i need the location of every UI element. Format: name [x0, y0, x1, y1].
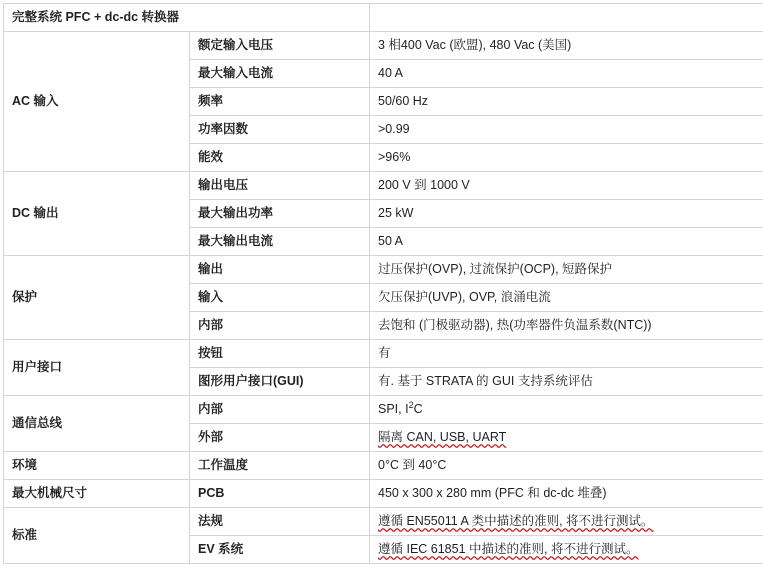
- table-row: [4, 256, 763, 284]
- sub-efficiency: 能效: [190, 144, 370, 172]
- sub-ev-system: EV 系统: [190, 536, 370, 564]
- category-user-interface: 用户接口: [4, 340, 190, 396]
- value-max-output-current: 50 A: [370, 228, 763, 256]
- value-power-factor: >0.99: [370, 116, 763, 144]
- sub-protection-output: 输出: [190, 256, 370, 284]
- value-bus-external: 隔离 CAN, USB, UART: [370, 424, 763, 452]
- value-bus-internal-superscript: 2: [409, 400, 414, 410]
- sub-protection-internal: 内部: [190, 312, 370, 340]
- value-max-input-current: 40 A: [370, 60, 763, 88]
- sub-output-voltage: 输出电压: [190, 172, 370, 200]
- table-row: [4, 452, 763, 480]
- sub-operating-temperature: 工作温度: [190, 452, 370, 480]
- category-standards: 标准: [4, 508, 190, 564]
- value-efficiency: >96%: [370, 144, 763, 172]
- sub-bus-external: 外部: [190, 424, 370, 452]
- category-protection: 保护: [4, 256, 190, 340]
- table-body: [4, 4, 763, 564]
- table-title-row: [4, 4, 763, 32]
- value-regulation: 遵循 EN55011 A 类中描述的准则, 将不进行测试。: [370, 508, 763, 536]
- category-communication-bus: 通信总线: [4, 396, 190, 452]
- table-row: [4, 172, 763, 200]
- category-ac-input: AC 输入: [4, 32, 190, 172]
- value-pcb: 450 x 300 x 280 mm (PFC 和 dc-dc 堆叠): [370, 480, 763, 508]
- value-gui: 有. 基于 STRATA 的 GUI 支持系统评估: [370, 368, 763, 396]
- value-frequency: 50/60 Hz: [370, 88, 763, 116]
- sub-gui: 图形用户接口(GUI): [190, 368, 370, 396]
- value-output-voltage: 200 V 到 1000 V: [370, 172, 763, 200]
- sub-power-factor: 功率因数: [190, 116, 370, 144]
- table-title-empty-cell: [370, 4, 763, 32]
- value-operating-temperature: 0°C 到 40°C: [370, 452, 763, 480]
- value-max-output-power: 25 kW: [370, 200, 763, 228]
- sub-max-output-current: 最大输出电流: [190, 228, 370, 256]
- table-title: 完整系统 PFC + dc-dc 转换器: [4, 4, 370, 32]
- table-row: [4, 340, 763, 368]
- sub-regulation: 法规: [190, 508, 370, 536]
- sub-rated-input-voltage: 额定输入电压: [190, 32, 370, 60]
- category-max-mechanical-size: 最大机械尺寸: [4, 480, 190, 508]
- specification-table: [3, 3, 763, 564]
- value-bus-internal-post: C: [414, 402, 423, 416]
- sub-max-input-current: 最大输入电流: [190, 60, 370, 88]
- category-dc-output: DC 输出: [4, 172, 190, 256]
- table-row: [4, 508, 763, 536]
- sub-frequency: 频率: [190, 88, 370, 116]
- sub-bus-internal: 内部: [190, 396, 370, 424]
- value-button: 有: [370, 340, 763, 368]
- value-protection-internal: 去饱和 (门极驱动器), 热(功率器件负温系数(NTC)): [370, 312, 763, 340]
- sub-pcb: PCB: [190, 480, 370, 508]
- value-bus-internal: [370, 396, 763, 424]
- table-row: [4, 32, 763, 60]
- table-row: [4, 396, 763, 424]
- sub-button: 按钮: [190, 340, 370, 368]
- value-bus-internal-pre: SPI, I: [378, 402, 409, 416]
- value-protection-input: 欠压保护(UVP), OVP, 浪涌电流: [370, 284, 763, 312]
- sub-protection-input: 输入: [190, 284, 370, 312]
- sub-max-output-power: 最大输出功率: [190, 200, 370, 228]
- value-protection-output: 过压保护(OVP), 过流保护(OCP), 短路保护: [370, 256, 763, 284]
- table-row: [4, 480, 763, 508]
- category-environment: 环境: [4, 452, 190, 480]
- value-ev-system: 遵循 IEC 61851 中描述的准则, 将不进行测试。: [370, 536, 763, 564]
- value-rated-input-voltage: 3 相400 Vac (欧盟), 480 Vac (美国): [370, 32, 763, 60]
